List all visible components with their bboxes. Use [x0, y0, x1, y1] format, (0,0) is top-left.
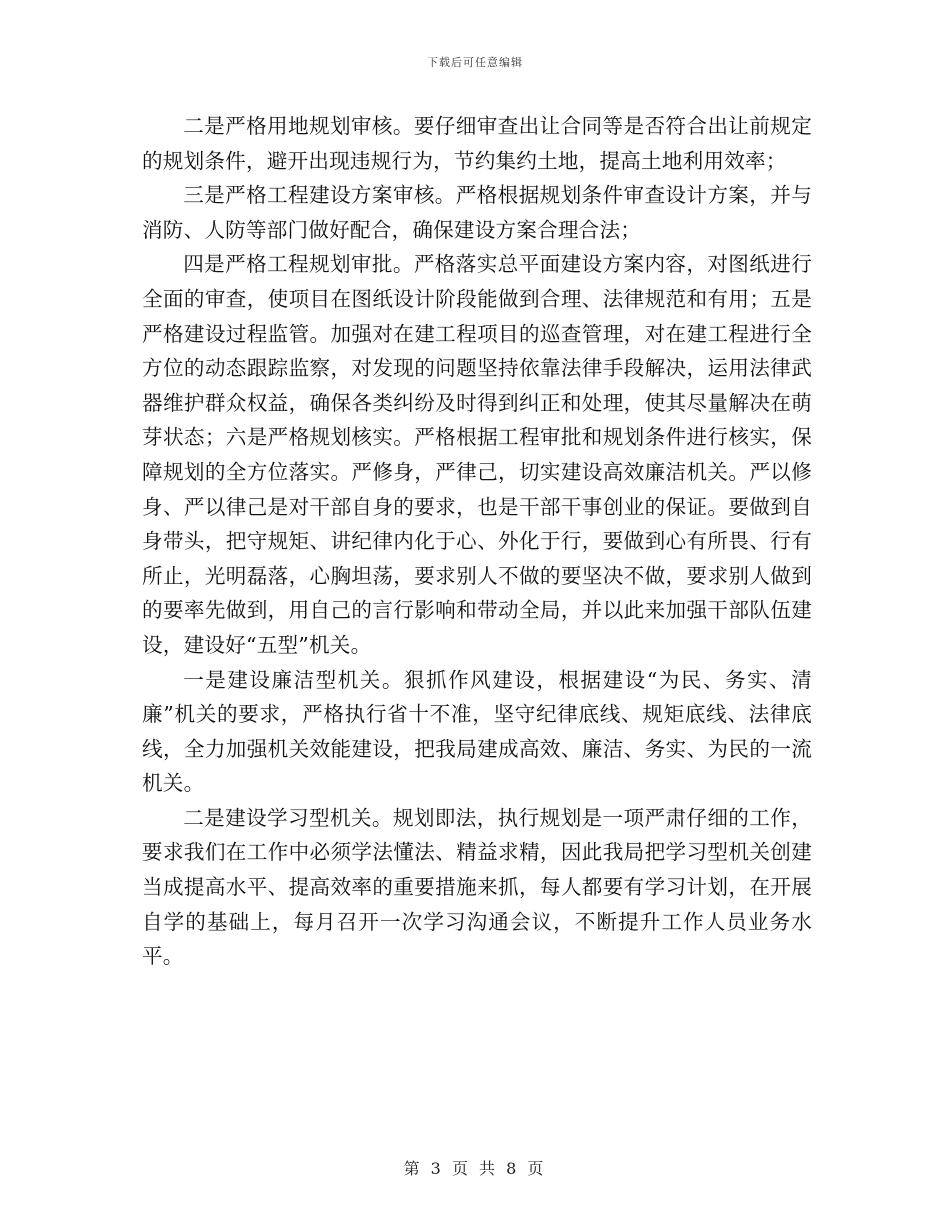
paragraph-land-planning-review: 二是严格用地规划审核。要仔细审查出让合同等是否符合出让前规定的规划条件，避开出现违规行为，节约集约土地，提高土地利用效率； — [142, 114, 812, 173]
document-body — [142, 109, 812, 974]
paragraph-construction-plan-review: 三是严格工程建设方案审核。严格根据规划条件审查设计方案，并与消防、人防等部门做好配合，确保建设方案合理合法； — [142, 183, 812, 242]
paragraph-learning-organization: 二是建设学习型机关。规划即法，执行规划是一项严肃仔细的工作，要求我们在工作中必须学法懂法、精益求精，因此我局把学习型机关创建当成提高水平、提高效率的重要措施来抓，每人都要有学习计划，在开展自学的基础上，每月召开一次学习沟通会议，不断提升工作人员业务水平。 — [142, 805, 812, 969]
paragraph-engineering-approval: 四是严格工程规划审批。严格落实总平面建设方案内容，对图纸进行全面的审查，使项目在图纸设计阶段能做到合理、法律规范和有用；五是严格建设过程监管。加强对在建工程项目的巡查管理，对在建工程进行全方位的动态跟踪监察，对发现的问题坚持依靠法律手段解决，运用法律武器维护群众权益，确保各类纠纷及时得到纠正和处理，使其尽量解决在萌芽状态；六是严格规划核实。严格根据工程审批和规划条件进行核实，保障规划的全方位落实。严修身，严律己，切实建设高效廉洁机关。严以修身、严以律己是对干部自身的要求，也是干部干事创业的保证。要做到自身带头，把守规矩、讲纪律内化于心、外化于行，要做到心有所畏、行有所止，光明磊落，心胸坦荡，要求别人不做的要坚决不做，要求别人做到的要率先做到，用自己的言行影响和带动全局，并以此来加强干部队伍建设，建设好“五型”机关。 — [142, 252, 812, 657]
page-number-footer: 第 3 页 共 8 页 — [403, 1159, 547, 1178]
paragraph-clean-government: 一是建设廉洁型机关。狠抓作风建设，根据建设“为民、务实、清廉”机关的要求，严格执行省十不准，坚守纪律底线、规矩底线、法律底线，全力加强机关效能建设，把我局建成高效、廉洁、务实、为民的一流机关。 — [142, 667, 812, 796]
page-header: 下载后可任意编辑 — [427, 56, 523, 69]
